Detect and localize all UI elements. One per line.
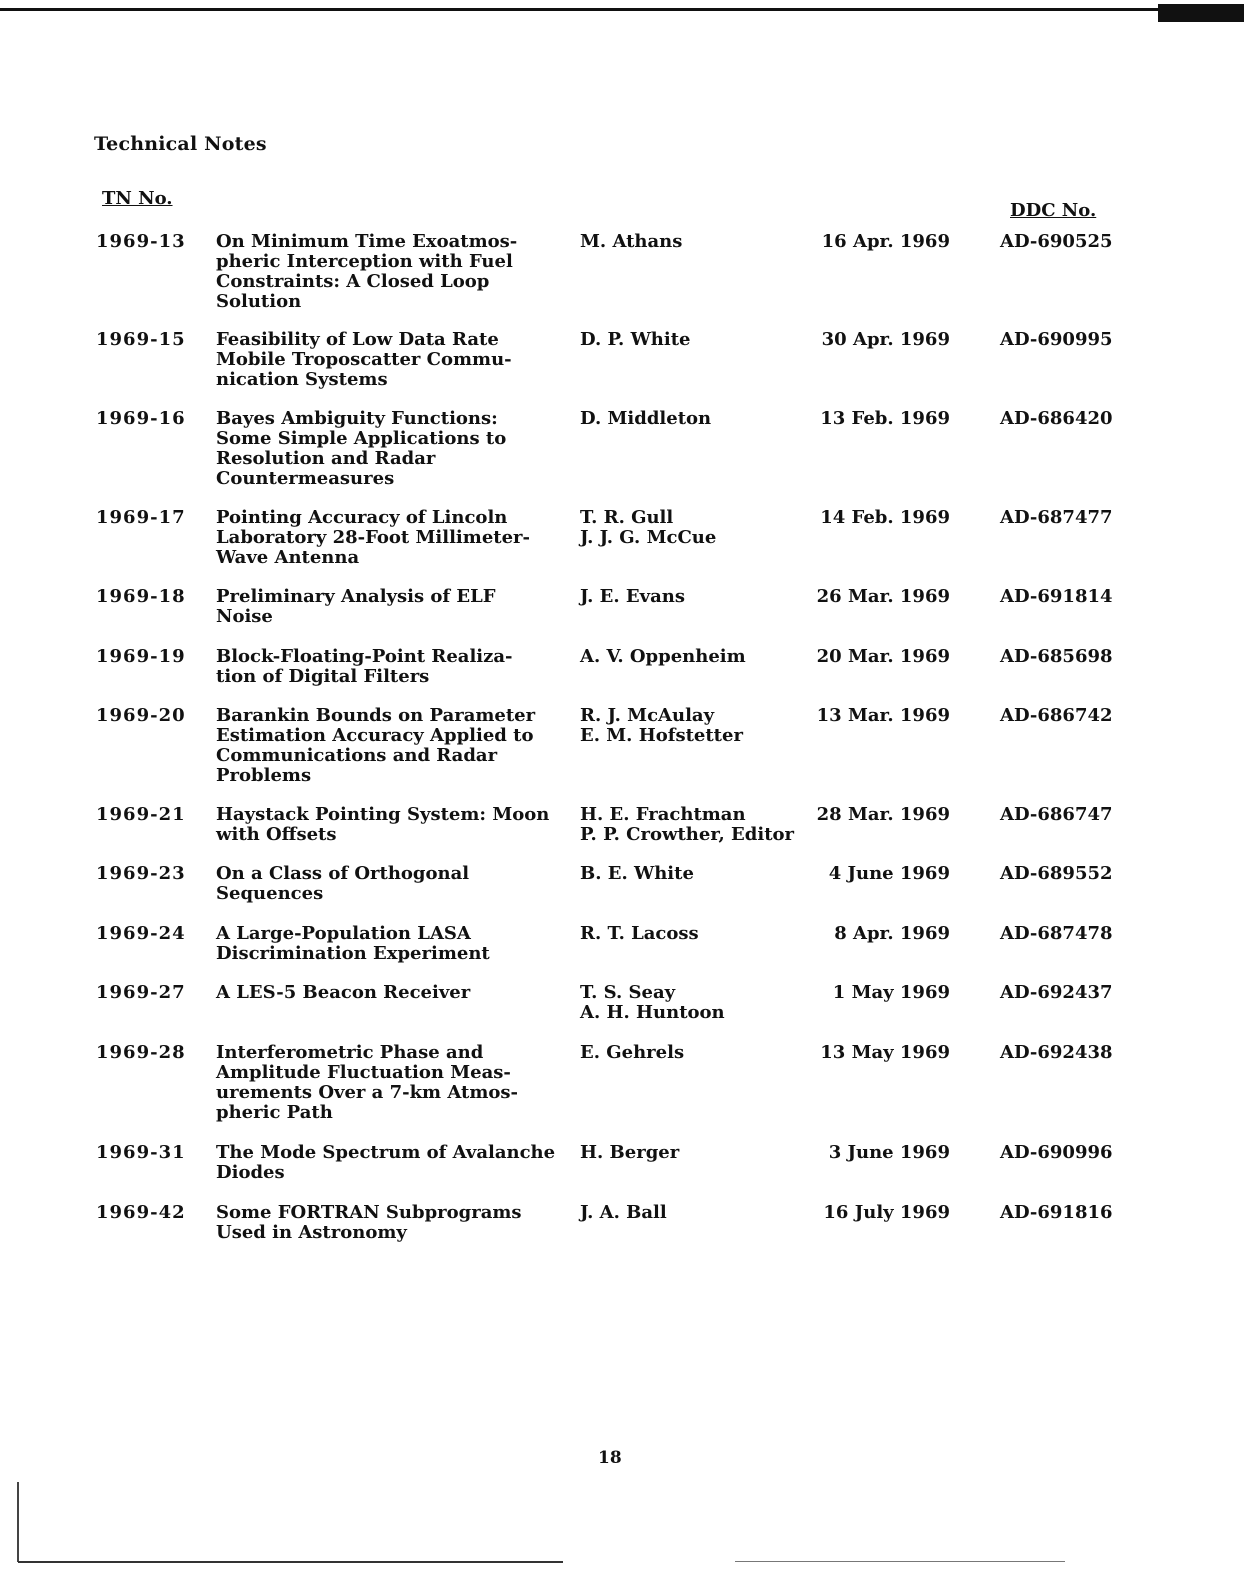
report-title: Pointing Accuracy of Lincoln Laboratory 28-Foot Millimeter- Wave Antenna bbox=[216, 507, 530, 568]
report-date: 4 June 1969 bbox=[828, 863, 950, 884]
report-title: Some FORTRAN Subprograms Used in Astronomy bbox=[216, 1202, 522, 1243]
tn-number: 1969-28 bbox=[96, 1042, 186, 1063]
report-date: 13 May 1969 bbox=[820, 1042, 950, 1063]
ddc-number: AD-692438 bbox=[1000, 1042, 1113, 1063]
left-edge-mark bbox=[17, 1482, 19, 1562]
tn-number: 1969-15 bbox=[96, 329, 186, 350]
bottom-rule-right bbox=[735, 1561, 1065, 1562]
tn-number: 1969-20 bbox=[96, 705, 186, 726]
report-date: 30 Apr. 1969 bbox=[821, 329, 950, 350]
ddc-number: AD-690525 bbox=[1000, 231, 1113, 252]
report-author: M. Athans bbox=[580, 231, 683, 252]
tn-number: 1969-17 bbox=[96, 507, 186, 528]
report-date: 3 June 1969 bbox=[828, 1142, 950, 1163]
section-title: Technical Notes bbox=[94, 133, 267, 155]
report-title: Preliminary Analysis of ELF Noise bbox=[216, 586, 496, 627]
report-title: On a Class of Orthogonal Sequences bbox=[216, 863, 470, 904]
tn-number: 1969-13 bbox=[96, 231, 186, 252]
page-number: 18 bbox=[598, 1448, 622, 1468]
report-author: A. V. Oppenheim bbox=[580, 646, 746, 667]
report-author: J. E. Evans bbox=[580, 586, 685, 607]
report-date: 16 Apr. 1969 bbox=[821, 231, 950, 252]
report-author: E. Gehrels bbox=[580, 1042, 685, 1063]
tn-number: 1969-23 bbox=[96, 863, 186, 884]
report-author: D. P. White bbox=[580, 329, 691, 350]
report-date: 13 Feb. 1969 bbox=[820, 408, 950, 429]
tn-number: 1969-42 bbox=[96, 1202, 186, 1223]
ddc-number: AD-685698 bbox=[1000, 646, 1113, 667]
report-date: 26 Mar. 1969 bbox=[816, 586, 950, 607]
report-date: 14 Feb. 1969 bbox=[820, 507, 950, 528]
report-author: J. A. Ball bbox=[580, 1202, 667, 1223]
report-title: Barankin Bounds on Parameter Estimation Accuracy Applied to Communications and Radar Problems bbox=[216, 705, 536, 786]
ddc-number: AD-690995 bbox=[1000, 329, 1113, 350]
report-date: 8 Apr. 1969 bbox=[834, 923, 950, 944]
tn-number: 1969-21 bbox=[96, 804, 186, 825]
report-date: 16 July 1969 bbox=[823, 1202, 950, 1223]
report-author: H. Berger bbox=[580, 1142, 680, 1163]
report-author: R. J. McAulay E. M. Hofstetter bbox=[580, 705, 743, 746]
tn-number: 1969-18 bbox=[96, 586, 186, 607]
report-title: Feasibility of Low Data Rate Mobile Troposcatter Commu- nication Systems bbox=[216, 329, 512, 390]
report-date: 1 May 1969 bbox=[832, 982, 950, 1003]
report-date: 28 Mar. 1969 bbox=[816, 804, 950, 825]
report-author: H. E. Frachtman P. P. Crowther, Editor bbox=[580, 804, 794, 845]
tn-number: 1969-16 bbox=[96, 408, 186, 429]
report-title: Block-Floating-Point Realiza- tion of Digital Filters bbox=[216, 646, 513, 687]
column-header-ddc-no: DDC No. bbox=[1010, 200, 1097, 221]
report-title: Bayes Ambiguity Functions: Some Simple Applications to Resolution and Radar Countermeasures bbox=[216, 408, 507, 489]
tn-number: 1969-31 bbox=[96, 1142, 186, 1163]
ddc-number: AD-687477 bbox=[1000, 507, 1113, 528]
tn-number: 1969-24 bbox=[96, 923, 186, 944]
top-corner-mark bbox=[1158, 4, 1244, 22]
report-title: On Minimum Time Exoatmos- pheric Interception with Fuel Constraints: A Closed Loop Solution bbox=[216, 231, 518, 312]
top-rule bbox=[0, 8, 1160, 11]
ddc-number: AD-687478 bbox=[1000, 923, 1113, 944]
ddc-number: AD-689552 bbox=[1000, 863, 1113, 884]
report-title: Interferometric Phase and Amplitude Fluctuation Meas- urements Over a 7-km Atmos- pheric Path bbox=[216, 1042, 518, 1123]
report-date: 13 Mar. 1969 bbox=[816, 705, 950, 726]
report-author: T. R. Gull J. J. G. McCue bbox=[580, 507, 717, 548]
report-author: R. T. Lacoss bbox=[580, 923, 699, 944]
ddc-number: AD-686747 bbox=[1000, 804, 1113, 825]
tn-number: 1969-19 bbox=[96, 646, 186, 667]
report-title: A LES-5 Beacon Receiver bbox=[216, 982, 471, 1003]
report-date: 20 Mar. 1969 bbox=[816, 646, 950, 667]
ddc-number: AD-690996 bbox=[1000, 1142, 1113, 1163]
report-title: The Mode Spectrum of Avalanche Diodes bbox=[216, 1142, 556, 1183]
column-header-tn-no: TN No. bbox=[102, 188, 173, 209]
tn-number: 1969-27 bbox=[96, 982, 186, 1003]
bottom-rule-left bbox=[18, 1561, 563, 1563]
ddc-number: AD-692437 bbox=[1000, 982, 1113, 1003]
report-author: D. Middleton bbox=[580, 408, 712, 429]
report-author: B. E. White bbox=[580, 863, 694, 884]
ddc-number: AD-691814 bbox=[1000, 586, 1113, 607]
report-author: T. S. Seay A. H. Huntoon bbox=[580, 982, 725, 1023]
report-title: Haystack Pointing System: Moon with Offsets bbox=[216, 804, 550, 845]
ddc-number: AD-691816 bbox=[1000, 1202, 1113, 1223]
report-title: A Large-Population LASA Discrimination Experiment bbox=[216, 923, 490, 964]
ddc-number: AD-686420 bbox=[1000, 408, 1113, 429]
ddc-number: AD-686742 bbox=[1000, 705, 1113, 726]
